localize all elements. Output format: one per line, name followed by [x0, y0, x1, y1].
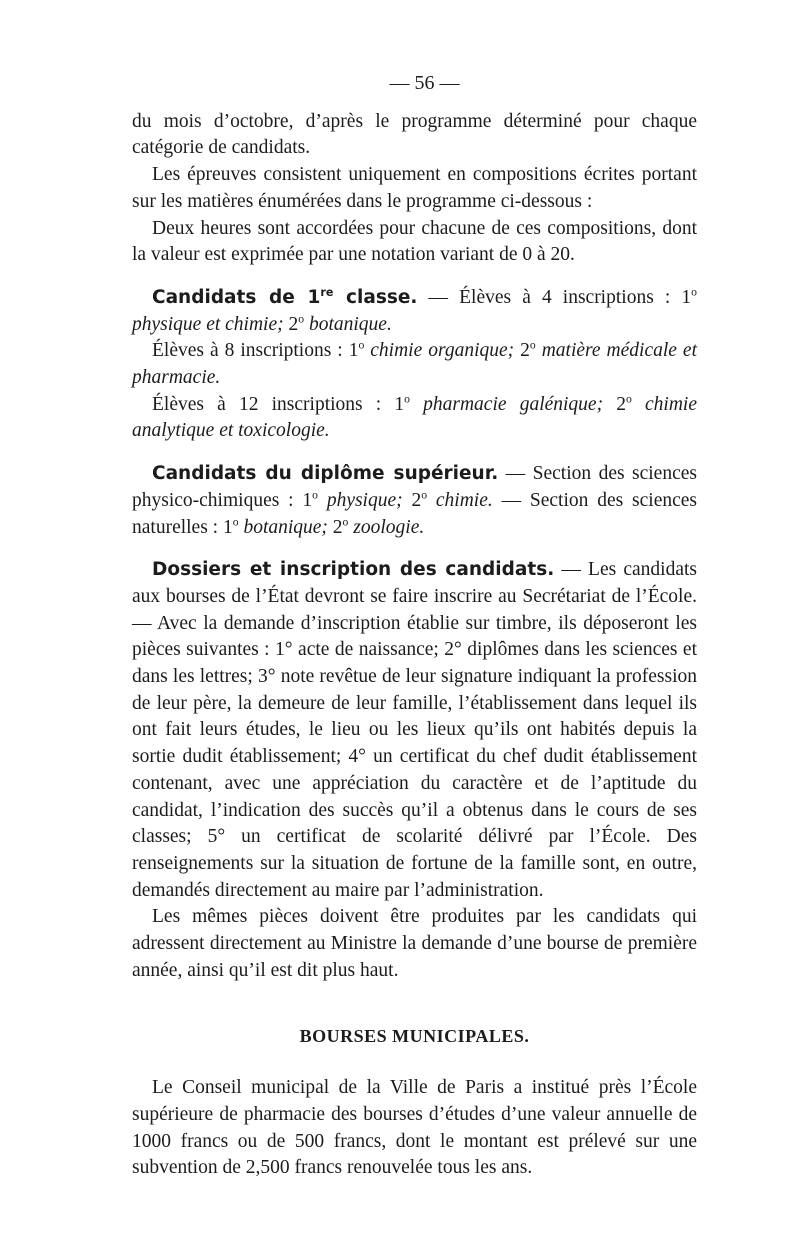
- paragraph-dossiers: Dossiers et inscription des candidats. — Les candidats aux bourses de l’État devront se faire inscrire au Secrétariat de l’École. — Avec la demande d’inscription établie sur timbre, ils déposeront les pièces suivantes : 1° acte de naissance; 2° diplômes dans les sciences et dans les lettres; 3° note revêtue de leur signature indiquant la profession de leur père, la demeure de leur famille, l’établissement dans lequel ils ont fait leurs études, le lieu ou les lieux qu’ils ont habités depuis la sortie dudit établissement; 4° un certificat du chef dudit établissement contenant, avec une appréciation du caractère et de l’aptitude du candidat, l’indication des succès qu’il a obtenus dans le cours de ses classes; 5° un certificat de scolarité délivré par l’École. Des renseignements sur la situation de fortune de la famille sont, en outre, demandés directement au maire par l’administration.: [132, 559, 697, 901]
- paragraph-deux-heures: Deux heures sont accordées pour chacune de ces compositions, dont la valeur est exprimée par une notation variant de 0 à 20.: [132, 217, 697, 266]
- page-number: — 56 —: [389, 72, 460, 94]
- heading-bourses-municipales: BOURSES MUNICIPALES.: [299, 1025, 530, 1046]
- paragraph-memes-pieces: Les mêmes pièces doivent être produites par les candidats qui adressent directement au Ministre la demande d’une bourse de première année, ainsi qu’il est dit plus haut.: [132, 906, 697, 981]
- heading-diplome-superieur: Candidats du diplôme supérieur.: [152, 463, 499, 485]
- paragraph-eleves-8: Élèves à 8 inscriptions : 1$^o$ chimie organique; 2$^o$ matière médicale et pharmacie.: [132, 338, 697, 389]
- document-page: [132, 70, 697, 1182]
- paragraph-classe-1: Candidats de 1re classe. — Élèves à 4 inscriptions : 1$^o$ physique et chimie; 2$^o$ botanique.: [132, 285, 697, 335]
- paragraph-conseil-municipal: Le Conseil municipal de la Ville de Paris a institué près l’École supérieure de pharmacie des bourses d’études d’une valeur annuelle de 1000 francs ou de 500 francs, dont le montant est prélevé sur une subvention de 2,500 francs renouvelée tous les ans.: [132, 1077, 697, 1179]
- paragraph-epreuves: Les épreuves consistent uniquement en compositions écrites portant sur les matières énumérées dans le programme ci-dessous :: [132, 164, 697, 212]
- paragraph-diplome-superieur: Candidats du diplôme supérieur. — Section des sciences physico-chimiques : 1$^o$ physique; 2$^o$ chimie. — Section des sciences naturelles : 1$^o$ botanique; 2$^o$ zoologie.: [132, 463, 697, 538]
- paragraph-october: du mois d’octobre, d’après le programme déterminé pour chaque catégorie de candidats.: [132, 110, 697, 159]
- heading-candidats-1re-classe: Candidats de 1re classe.: [152, 285, 418, 308]
- heading-dossiers: Dossiers et inscription des candidats.: [152, 559, 555, 581]
- paragraph-eleves-12: Élèves à 12 inscriptions : 1$^o$ pharmacie galénique; 2$^o$ chimie analytique et toxicologie.: [132, 392, 698, 442]
